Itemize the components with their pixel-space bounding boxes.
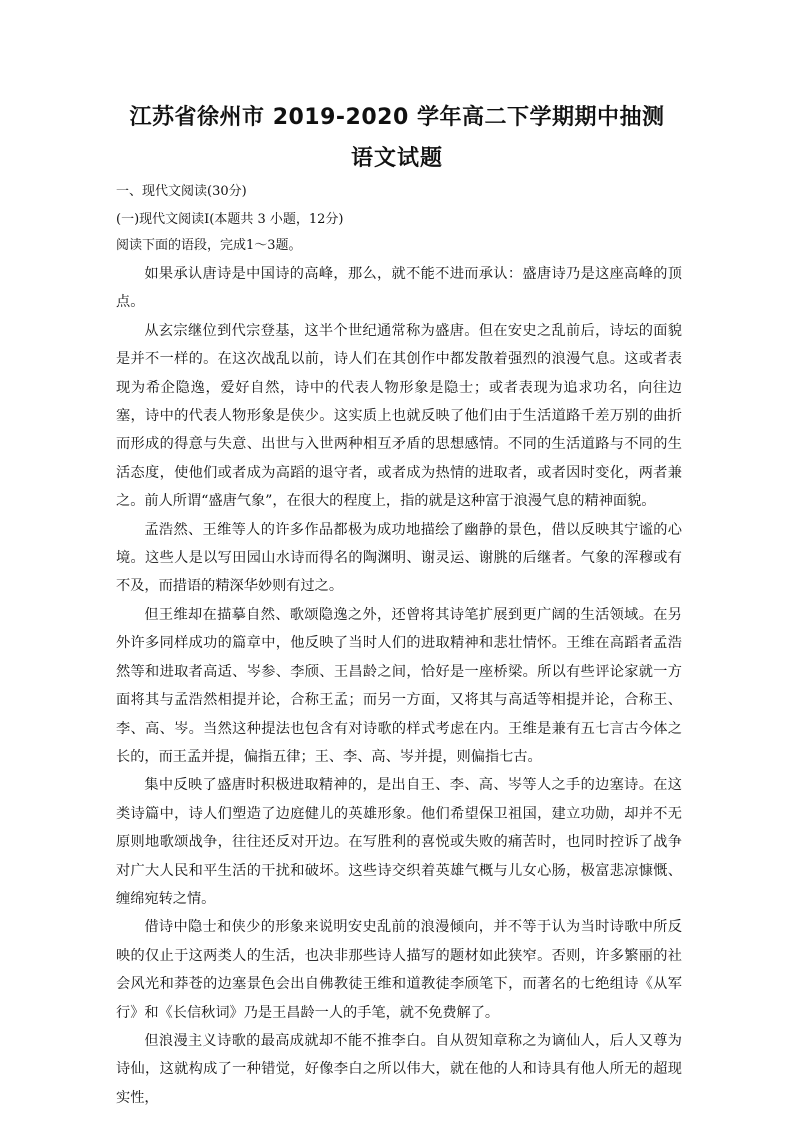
paragraph: 借诗中隐士和侠少的形象来说明安史乱前的浪漫倾向，并不等于认为当时诗歌中所反映的仅止于这两类人的生活，也决非那些诗人描写的题材如此狭窄。否则，许多繁丽的社会风光和莽苍的边塞景色会出自佛教徒王维和道教徒李颀笔下，而著名的七绝组诗《从军行》和《长信秋词》乃是王昌龄一人的手笔，就不免费解了。	[116, 919, 682, 1021]
reading-instruction: 阅读下面的语段，完成1～3题。	[116, 238, 302, 253]
section-heading: 一、现代文阅读(30分)	[116, 184, 247, 199]
paragraph: 集中反映了盛唐时积极进取精神的，是出自王、李、高、岑等人之手的边塞诗。在这类诗篇中，诗人们塑造了边庭健儿的英雄形象。他们希望保卫祖国，建立功勋，却并不无原则地歌颂战争，往往还反对开边。在写胜利的喜悦或失败的痛苦时，也同时控诉了战争对广大人民和平生活的干扰和破坏。这些诗交织着英雄气概与儿女心肠，极富悲凉慷慨、缠绵宛转之情。	[116, 777, 682, 907]
paragraph: 孟浩然、王维等人的许多作品都极为成功地描绘了幽静的景色，借以反映其宁谧的心境。这些人是以写田园山水诗而得名的陶渊明、谢灵运、谢朓的后继者。气象的浑穆或有不及，而措语的精深华妙则有过之。	[116, 521, 682, 595]
paragraph: 从玄宗继位到代宗登基，这半个世纪通常称为盛唐。但在安史之乱前后，诗坛的面貌是并不一样的。在这次战乱以前，诗人们在其创作中都发散着强烈的浪漫气息。这或者表现为希企隐逸，爱好自然，诗中的代表人物形象是隐士；或者表现为追求功名，向往边塞，诗中的代表人物形象是侠少。这实质上也就反映了他们由于生活道路千差万别的曲折而形成的得意与失意、出世与入世两种相互矛盾的思想感情。不同的生活道路与不同的生活态度，使他们或者成为高蹈的退守者，或者成为热情的进取者，或者因时变化，两者兼之。前人所谓“盛唐气象”，在很大的程度上，指的就是这种富于浪漫气息的精神面貌。	[116, 322, 682, 510]
paragraph: 但王维却在描摹自然、歌颂隐逸之外，还曾将其诗笔扩展到更广阔的生活领域。在另外许多同样成功的篇章中，他反映了当时人们的进取精神和悲壮情怀。王维在高蹈者孟浩然等和进取者高适、岑参、李颀、王昌龄之间，恰好是一座桥梁。所以有些评论家就一方面将其与孟浩然相提并论，合称王孟；而另一方面，又将其与高适等相提并论，合称王、李、高、岑。当然这种提法也包含有对诗歌的样式考虑在内。王维是兼有五七言古今体之长的，而王孟并提，偏指五律；王、李、高、岑并提，则偏指七古。	[116, 606, 682, 765]
paragraph: 但浪漫主义诗歌的最高成就却不能不推李白。自从贺知章称之为谪仙人，后人又尊为诗仙，这就构成了一种错觉，好像李白之所以伟大，就在他的人和诗具有他人所无的超现实性，	[116, 1032, 682, 1106]
passage-body	[116, 260, 682, 1112]
document-title: 江苏省徐州市 2019-2020 学年高二下学期期中抽测	[129, 105, 665, 130]
document-subtitle: 语文试题	[350, 146, 443, 171]
subsection-heading: (一)现代文阅读Ⅰ(本题共 3 小题，12分)	[116, 212, 344, 227]
paragraph: 如果承认唐诗是中国诗的高峰，那么，就不能不进而承认：盛唐诗乃是这座高峰的顶点。	[116, 266, 682, 311]
